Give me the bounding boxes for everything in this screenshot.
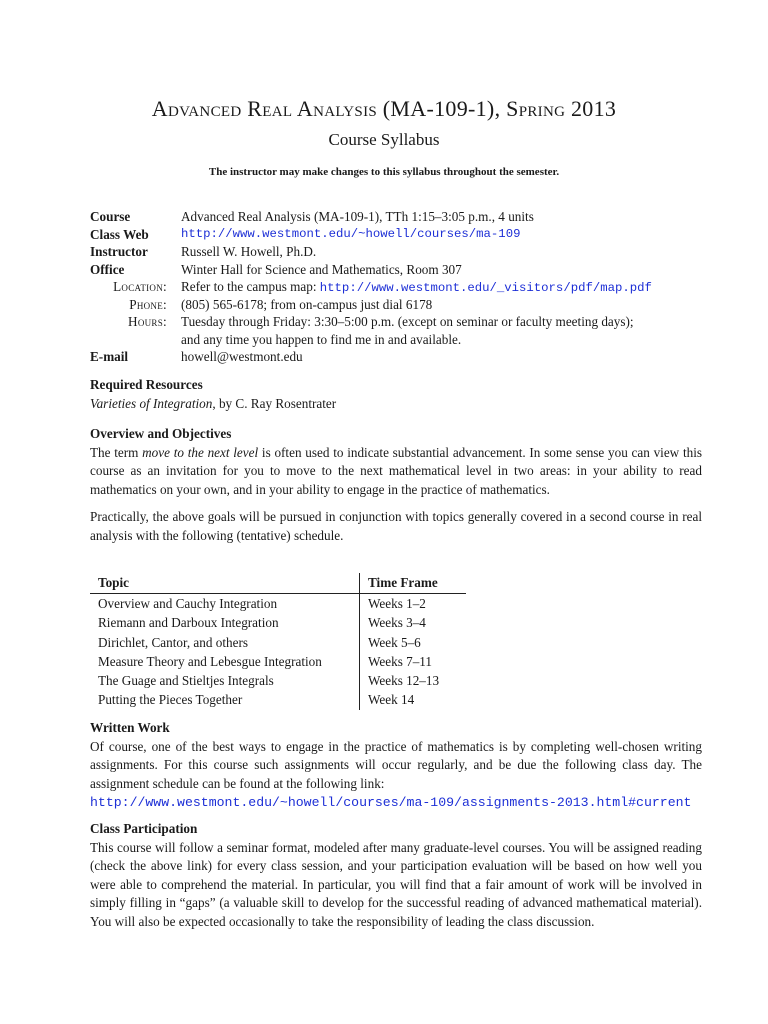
overview-paragraph-1: [90, 444, 702, 500]
overview-section: [90, 425, 702, 545]
info-row-hours: [90, 313, 710, 331]
info-sublabel: [90, 331, 181, 349]
topic-cell: Dirichlet, Cantor, and others: [98, 634, 248, 650]
info-value: Winter Hall for Science and Mathematics, Room 307: [181, 261, 462, 277]
time-cell: Weeks 1–2: [360, 594, 467, 614]
time-cell: Weeks 3–4: [360, 613, 467, 632]
time-cell: Week 14: [360, 690, 467, 709]
info-value: (805) 565-6178; from on-campus just dial 6178: [181, 296, 433, 312]
topic-cell: Measure Theory and Lebesgue Integration: [98, 653, 322, 669]
info-value: Russell W. Howell, Ph.D.: [181, 244, 317, 259]
location-prefix: Refer to the campus map:: [181, 279, 320, 294]
info-row-location: [90, 278, 710, 296]
schedule-table: [90, 573, 466, 710]
info-label: Office: [90, 261, 125, 277]
info-label: E-mail: [90, 349, 129, 364]
overview-paragraph-2: Practically, the above goals will be pursued in conjunction with topics generally covered in a second course in real analysis with the following (tentative) schedule.: [90, 509, 702, 543]
info-row-class-web: [90, 226, 710, 244]
resources-text: [90, 395, 702, 414]
info-value: [181, 278, 652, 296]
table-row: [90, 671, 466, 690]
column-header-time: Time Frame: [360, 573, 467, 594]
info-row-office: [90, 261, 710, 279]
resources-section: [90, 376, 702, 413]
column-header-topic: Topic: [90, 573, 360, 594]
participation-text: This course will follow a seminar format, modeled after many graduate-level courses. You will be assigned reading (check the above link) for every class session, and your participation evaluation will be based on how well you were able to comprehend the material. In particular, you will find that a fair amount of work will be involved in simply filling in “gaps” (a valuable skill to develop for the successful reading of advanced mathematical material). You will also be expected occasionally to take the responsibility of leading the class discussion.: [90, 839, 702, 929]
assignments-link[interactable]: http://www.westmont.edu/~howell/courses/ma-109/assignments-2013.html#current: [90, 795, 692, 810]
section-heading: Class Participation: [90, 821, 198, 836]
table-row: [90, 652, 466, 671]
page-title: [0, 96, 768, 122]
participation-section: [90, 820, 702, 931]
topic-cell: The Guage and Stieltjes Integrals: [98, 673, 274, 689]
time-cell: Weeks 12–13: [360, 671, 467, 690]
table-row: [90, 594, 466, 614]
table-header-row: [90, 573, 466, 594]
book-author: , by C. Ray Rosentrater: [212, 395, 337, 411]
topic-cell: Putting the Pieces Together: [98, 692, 243, 708]
topic-cell: Riemann and Darboux Integration: [98, 615, 279, 631]
info-value: and any time you happen to find me in and available.: [181, 331, 462, 347]
info-sublabel: Phone:: [129, 296, 167, 312]
campus-map-link[interactable]: http://www.westmont.edu/_visitors/pdf/map.pdf: [319, 281, 652, 295]
table-row: [90, 633, 466, 652]
section-heading: Overview and Objectives: [90, 426, 232, 441]
page-subtitle: Course Syllabus: [328, 130, 440, 149]
section-heading: Required Resources: [90, 377, 203, 392]
info-row-course: [90, 208, 710, 226]
book-title: Varieties of Integration: [90, 395, 213, 411]
table-row: [90, 613, 466, 632]
info-value: Advanced Real Analysis (MA-109-1), TTh 1:15–3:05 p.m., 4 units: [181, 209, 534, 224]
time-cell: Weeks 7–11: [360, 652, 467, 671]
overview-text: is often used to indicate substantial advancement. In some sense you can view this course as an invitation for you to move to the next mathematical level in two areas: in your ability to read mathematics on your own, and in your ability to engage in the practice of mathematics.: [90, 444, 703, 497]
info-sublabel: Hours:: [128, 314, 167, 329]
disclaimer-note: The instructor may make changes to this syllabus throughout the semester.: [208, 166, 560, 178]
time-cell: Week 5–6: [360, 633, 467, 652]
info-label: Instructor: [90, 244, 148, 259]
info-row-phone: [90, 296, 710, 314]
info-row-instructor: [90, 243, 710, 261]
page-title-text: Advanced Real Analysis (MA-109-1), Spring 2013: [151, 96, 617, 121]
table-row: [90, 690, 466, 709]
email-value: howell@westmont.edu: [181, 349, 303, 364]
written-work-section: [90, 719, 702, 813]
written-work-link-line: [90, 793, 702, 813]
info-row-hours-cont: [90, 331, 710, 349]
course-info-block: [90, 208, 710, 366]
class-web-link[interactable]: http://www.westmont.edu/~howell/courses/ma-109: [181, 226, 521, 241]
info-label: Class Web: [90, 226, 149, 242]
overview-emphasis: move to the next level: [142, 444, 259, 460]
info-sublabel: Location:: [113, 279, 167, 294]
info-label: Course: [90, 209, 131, 224]
info-row-email: [90, 348, 710, 366]
topic-cell: Overview and Cauchy Integration: [98, 596, 278, 611]
info-value: Tuesday through Friday: 3:30–5:00 p.m. (except on seminar or faculty meeting days);: [181, 314, 634, 329]
overview-text: The term: [90, 444, 143, 460]
section-heading: Written Work: [90, 720, 170, 735]
written-work-text: Of course, one of the best ways to engage in the practice of mathematics is by completing well-chosen writing assignments. For this course such assignments will occur regularly, and be due the following class day. The assignment schedule can be found at the following link:: [90, 738, 702, 791]
